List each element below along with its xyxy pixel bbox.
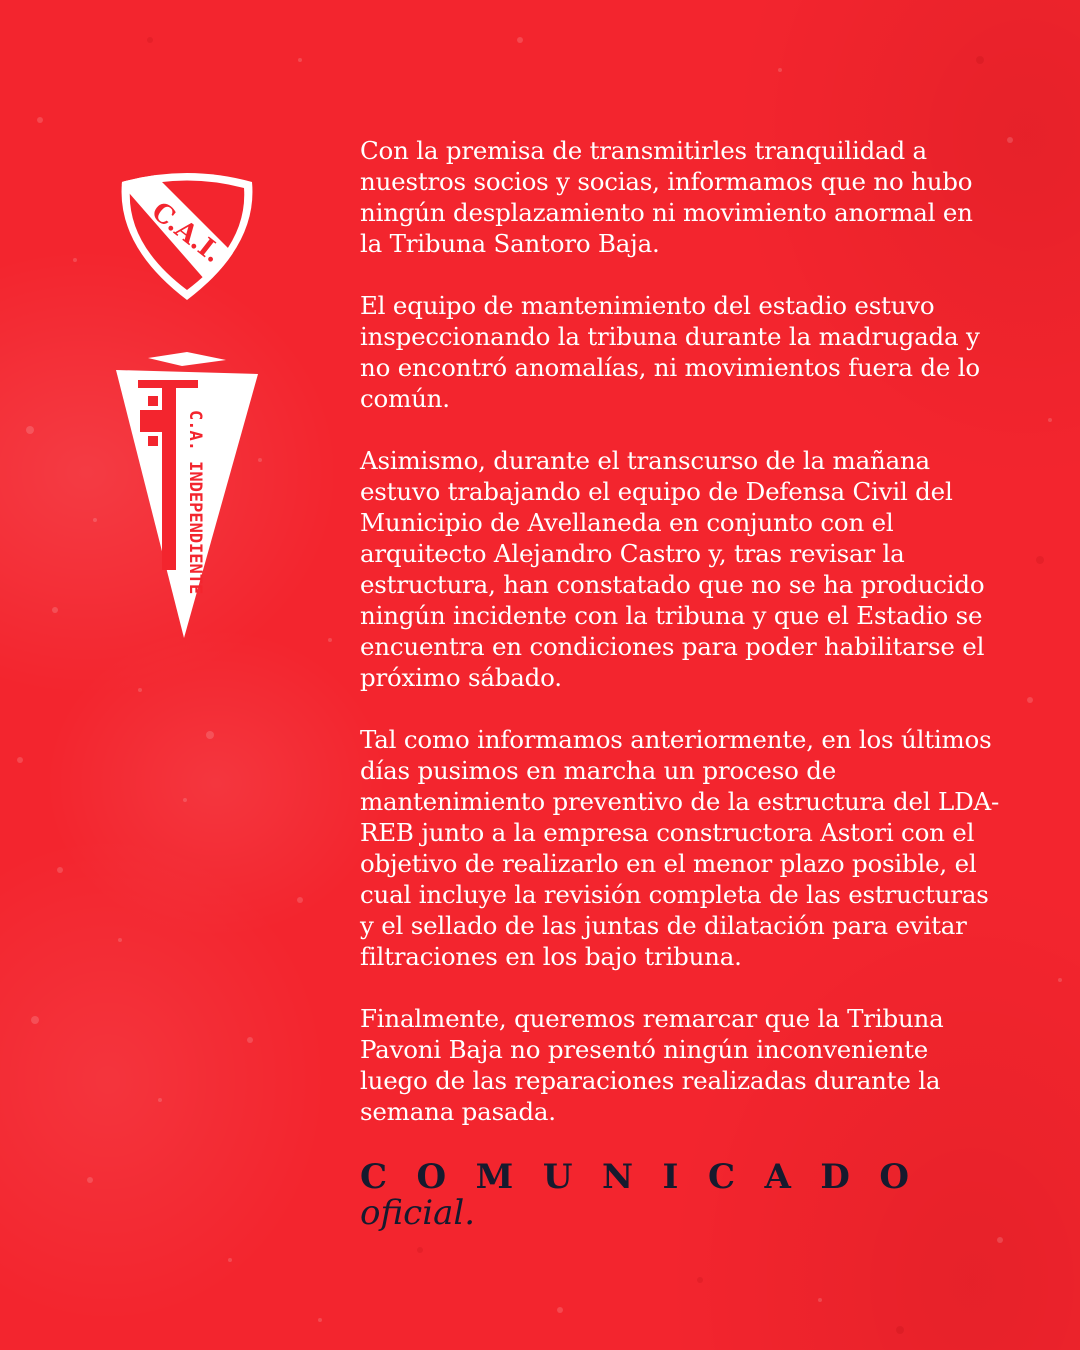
heading-title: COMUNICADO — [360, 1157, 939, 1197]
statement-body — [360, 135, 1000, 1158]
paragraph-5: Finalmente, queremos remarcar que la Tribuna Pavoni Baja no presentó ningún inconveniente luego de las reparaciones realizadas durante la semana pasada. — [360, 1004, 944, 1126]
crest-text: C.A.I. — [145, 196, 228, 270]
club-crest-logo — [116, 168, 258, 304]
paragraph-3: Asimismo, durante el transcurso de la mañana estuvo trabajando el equipo de Defensa Civil del Municipio de Avellaneda en conjunto con el arquitecto Alejandro Castro y, tras revisar la estructura, han constatado que no se ha producido ningún incidente con la tribuna y que el Estadio se encuentra en condiciones para poder habilitarse el próximo sábado. — [360, 446, 985, 692]
paragraph-1: Con la premisa de transmitirles tranquilidad a nuestros socios y socias, informamos que no hubo ningún desplazamiento ni movimiento anormal en la Tribuna Santoro Baja. — [360, 136, 973, 258]
pennant-logo — [112, 352, 262, 642]
paragraph-2: El equipo de mantenimiento del estadio estuvo inspeccionando la tribuna durante la madrugada y no encontró anomalías, ni movimientos fuera de lo común. — [360, 291, 980, 413]
pennant-text: C.A. INDEPENDIENTE — [185, 410, 205, 595]
announcement-heading — [360, 1158, 1000, 1232]
paragraph-4: Tal como informamos anteriormente, en los últimos días pusimos en marcha un proceso de mantenimiento preventivo de la estructura del LDA-REB junto a la empresa constructora Astori con el objetivo de realizarlo en el menor plazo posible, el cual incluye la revisión completa de las estructuras y el sellado de las juntas de dilatación para evitar filtraciones en los bajo tribuna. — [360, 725, 1000, 971]
heading-subtitle: oficial. — [360, 1193, 476, 1233]
